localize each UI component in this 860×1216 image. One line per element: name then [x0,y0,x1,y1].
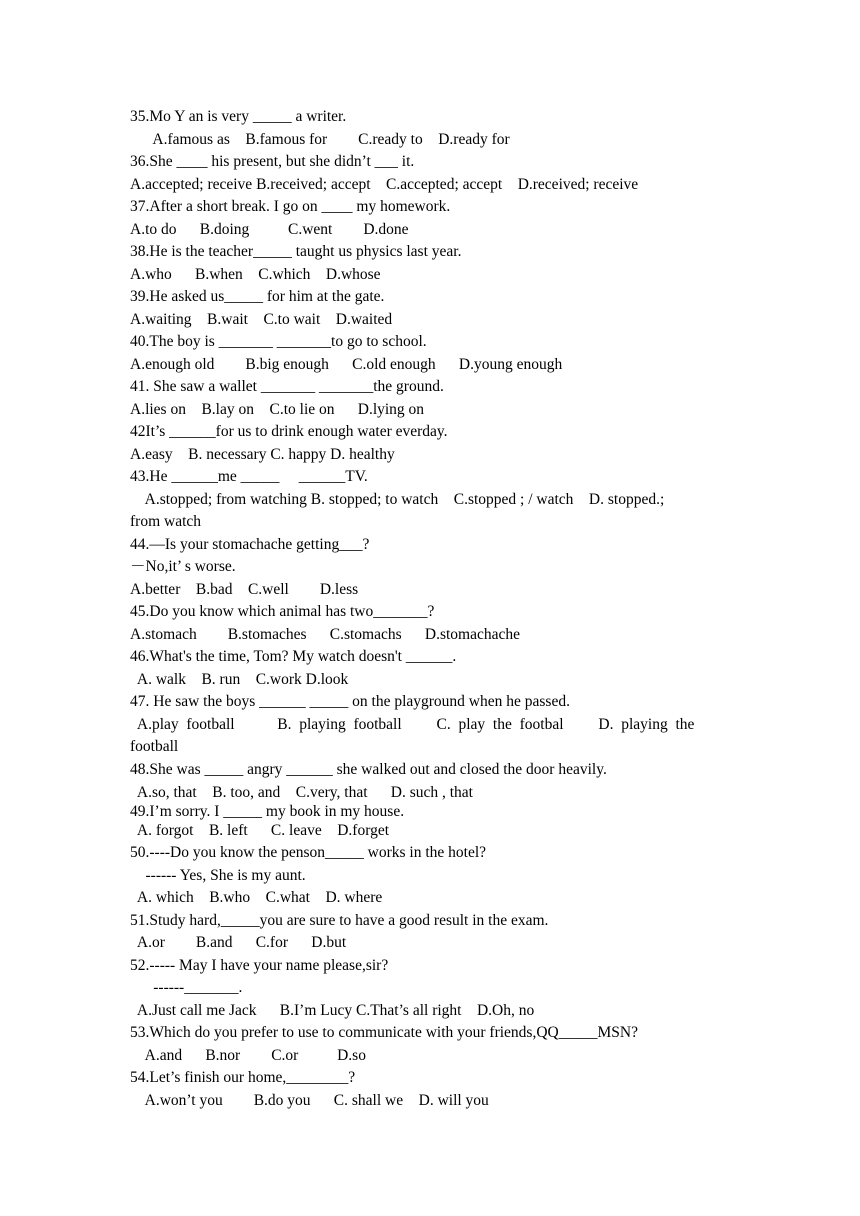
question-35: 35.Mo Y an is very _____ a writer. [130,108,347,125]
options-53: A.and B.nor C.or D.so [130,1047,366,1064]
question-37: 37.After a short break. I go on ____ my homework. [130,198,451,215]
question-50: 50.----Do you know the penson_____ works in the hotel? [130,844,487,861]
options-37: A.to do B.doing C.went D.done [130,221,409,238]
question-42: 42It’s ______for us to drink enough water everday. [130,423,448,440]
options-46: A. walk B. run C.work D.look [130,671,349,688]
question-44-reply: －No,it’ s worse. [130,558,236,575]
options-43-cont: from watch [130,513,202,530]
question-48: 48.She was _____ angry ______ she walked out and closed the door heavily. [130,761,607,778]
options-54: A.won’t you B.do you C. shall we D. will you [130,1092,489,1109]
question-54: 54.Let’s finish our home,________? [130,1069,356,1086]
question-49: 49.I’m sorry. I _____ my book in my house. [130,803,405,820]
options-39: A.waiting B.wait C.to wait D.waited [130,311,393,328]
question-36: 36.She ____ his present, but she didn’t ___ it. [130,153,415,170]
options-42: A.easy B. necessary C. happy D. healthy [130,446,395,463]
options-41: A.lies on B.lay on C.to lie on D.lying on [130,401,425,418]
options-48: A.so, that B. too, and C.very, that D. such , that [130,784,473,801]
options-44: A.better B.bad C.well D.less [130,581,359,598]
options-50: A. which B.who C.what D. where [130,889,383,906]
options-47-cont: football [130,738,179,755]
options-52: A.Just call me Jack B.I’m Lucy C.That’s all right D.Oh, no [130,1002,535,1019]
options-35: A.famous as B.famous for C.ready to D.ready for [130,131,510,148]
question-43: 43.He ______me _____ ______TV. [130,468,368,485]
options-45: A.stomach B.stomaches C.stomachs D.stomachache [130,626,521,643]
question-46: 46.What's the time, Tom? My watch doesn't ______. [130,648,457,665]
question-52-reply: ------_______. [130,979,243,996]
options-38: A.who B.when C.which D.whose [130,266,381,283]
question-45: 45.Do you know which animal has two_______? [130,603,435,620]
options-51: A.or B.and C.for D.but [130,934,347,951]
question-38: 38.He is the teacher_____ taught us physics last year. [130,243,462,260]
question-52: 52.----- May I have your name please,sir? [130,957,389,974]
question-44: 44.—Is your stomachache getting___? [130,536,370,553]
question-40: 40.The boy is _______ _______to go to school. [130,333,427,350]
question-39: 39.He asked us_____ for him at the gate. [130,288,385,305]
options-40: A.enough old B.big enough C.old enough D.young enough [130,356,563,373]
options-47: A.play football B. playing football C. play the footbal D. playing the [130,716,695,733]
question-41: 41. She saw a wallet _______ _______the ground. [130,378,444,395]
question-53: 53.Which do you prefer to use to communicate with your friends,QQ_____MSN? [130,1024,638,1041]
options-36: A.accepted; receive B.received; accept C.accepted; accept D.received; receive [130,176,639,193]
question-47: 47. He saw the boys ______ _____ on the playground when he passed. [130,693,570,710]
question-50-reply: ------ Yes, She is my aunt. [130,867,306,884]
options-49: A. forgot B. left C. leave D.forget [130,822,390,839]
options-43: A.stopped; from watching B. stopped; to watch C.stopped ; / watch D. stopped.; [130,491,665,508]
question-51: 51.Study hard,_____you are sure to have a good result in the exam. [130,912,549,929]
